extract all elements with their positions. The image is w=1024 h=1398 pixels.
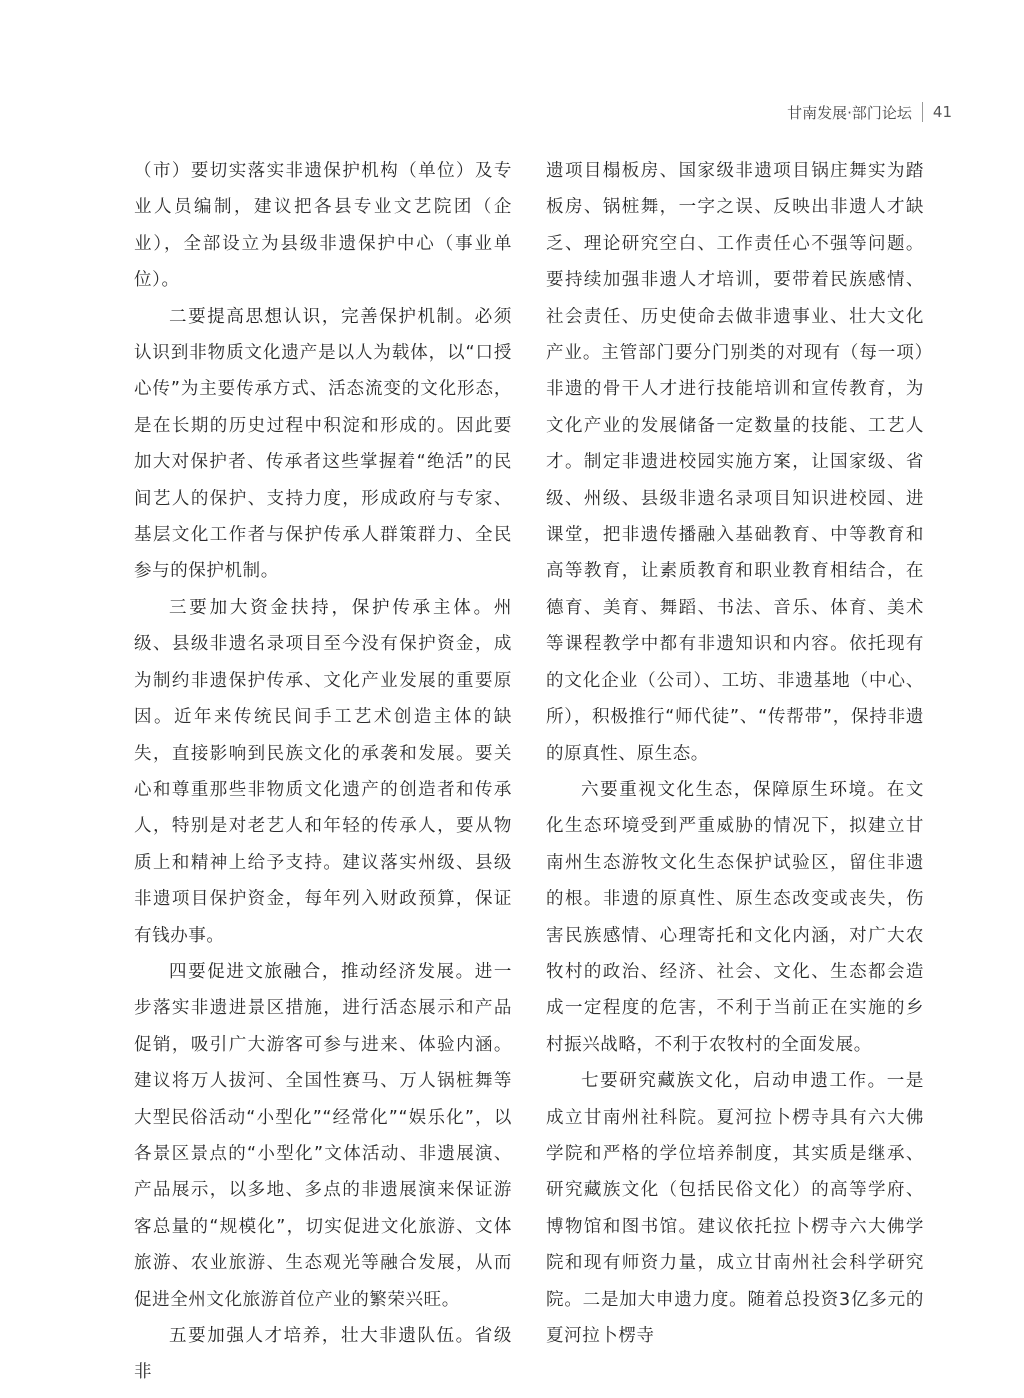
right-column [546,153,924,1354]
paragraph-heading: 七要研究藏族文化，启动申遗工作。 [581,1071,887,1092]
paragraph-heading: 三要加大资金扶持，保护传承主体。 [169,597,494,618]
paragraph: 二要提高思想认识，完善保护机制。必须认识到非物质文化遗产是以人为载体，以“口授心传”为主要传承方式、活态流变的文化形态，是在长期的历史过程中积淀和形成的。因此要加大对保护者、传承者这些掌握着“绝活”的民间艺人的保护、支持力度，形成政府与专家、基层文化工作者与保护传承人群策群力、全民参与的保护机制。 [134,306,512,582]
paragraph-heading: 五要加强人才培养，壮大非遗队伍。 [169,1326,475,1346]
paragraph-heading: 二要提高思想认识，完善保护机制。 [169,306,475,327]
paragraph: 六要重视文化生态，保障原生环境。在文化生态环境受到严重威胁的情况下，拟建立甘南州生态游牧文化生态保护试验区，留住非遗的根。非遗的原真性、原生态改变或丧失，伤害民族感情、心理寄托和文化内涵，对广大农牧村的政治、经济、社会、文化、生态都会造成一定程度的危害，不利于当前正在实施的乡村振兴战略，不利于农牧村的全面发展。 [546,779,924,1055]
section-title: 甘南发展·部门论坛 [787,103,912,122]
left-column [134,153,512,1391]
page-header [787,100,952,124]
header-divider [922,102,923,122]
paragraph: 三要加大资金扶持，保护传承主体。州级、县级非遗名录项目至今没有保护资金，成为制约非遗保护传承、文化产业发展的重要原因。近年来传统民间手工艺术创造主体的缺失，直接影响到民族文化的承袭和发展。要关心和尊重那些非物质文化遗产的创造者和传承人，特别是对老艺人和年轻的传承人，要从物质上和精神上给予支持。建议落实州级、县级非遗项目保护资金，每年列入财政预算，保证有钱办事。 [134,597,512,946]
paragraph: 五要加强人才培养，壮大非遗队伍。省级非 [134,1326,512,1383]
paragraph: （市）要切实落实非遗保护机构（单位）及专业人员编制，建议把各县专业文艺院团（企业），全部设立为县级非遗保护中心（事业单位）。 [134,161,512,291]
paragraph: 遗项目榻板房、国家级非遗项目锅庄舞实为踏板房、锅桩舞，一字之误、反映出非遗人才缺乏、理论研究空白、工作责任心不强等问题。要持续加强非遗人才培训，要带着民族感情、社会责任、历史使命去做非遗事业、壮大文化产业。主管部门要分门别类的对现有（每一项）非遗的骨干人才进行技能培训和宣传教育，为文化产业的发展储备一定数量的技能、工艺人才。制定非遗进校园实施方案，让国家级、省级、州级、县级非遗名录项目知识进校园、进课堂，把非遗传播融入基础教育、中等教育和高等教育，让素质教育和职业教育相结合，在德育、美育、舞蹈、书法、音乐、体育、美术等课程教学中都有非遗知识和内容。依托现有的文化企业（公司）、工坊、非遗基地（中心、所），积极推行“师代徒”、“传帮带”，保持非遗的原真性、原生态。 [546,161,924,764]
paragraph: 四要促进文旅融合，推动经济发展。进一步落实非遗进景区措施，进行活态展示和产品促销，吸引广大游客可参与进来、体验内涵。建议将万人拔河、全国性赛马、万人锅桩舞等大型民俗活动“小型化”“经常化”“娱乐化”，以各景区景点的“小型化”文体活动、非遗展演、产品展示，以多地、多点的非遗展演来保证游客总量的“规模化”，切实促进文化旅游、文体旅游、农业旅游、生态观光等融合发展，从而促进全州文化旅游首位产业的繁荣兴旺。 [134,961,512,1310]
page-number: 41 [932,103,952,121]
paragraph-heading: 四要促进文旅融合，推动经济发展。 [169,961,475,982]
paragraph: 七要研究藏族文化，启动申遗工作。一是成立甘南州社科院。夏河拉卜楞寺具有六大佛学院和严格的学位培养制度，其实质是继承、研究藏族文化（包括民俗文化）的高等学府、博物馆和图书馆。建议依托拉卜楞寺六大佛学院和现有师资力量，成立甘南州社会科学研究院。二是加大申遗力度。随着总投资3亿多元的夏河拉卜楞寺 [546,1071,924,1346]
paragraph-heading: 六要重视文化生态，保障原生环境。 [581,779,887,800]
